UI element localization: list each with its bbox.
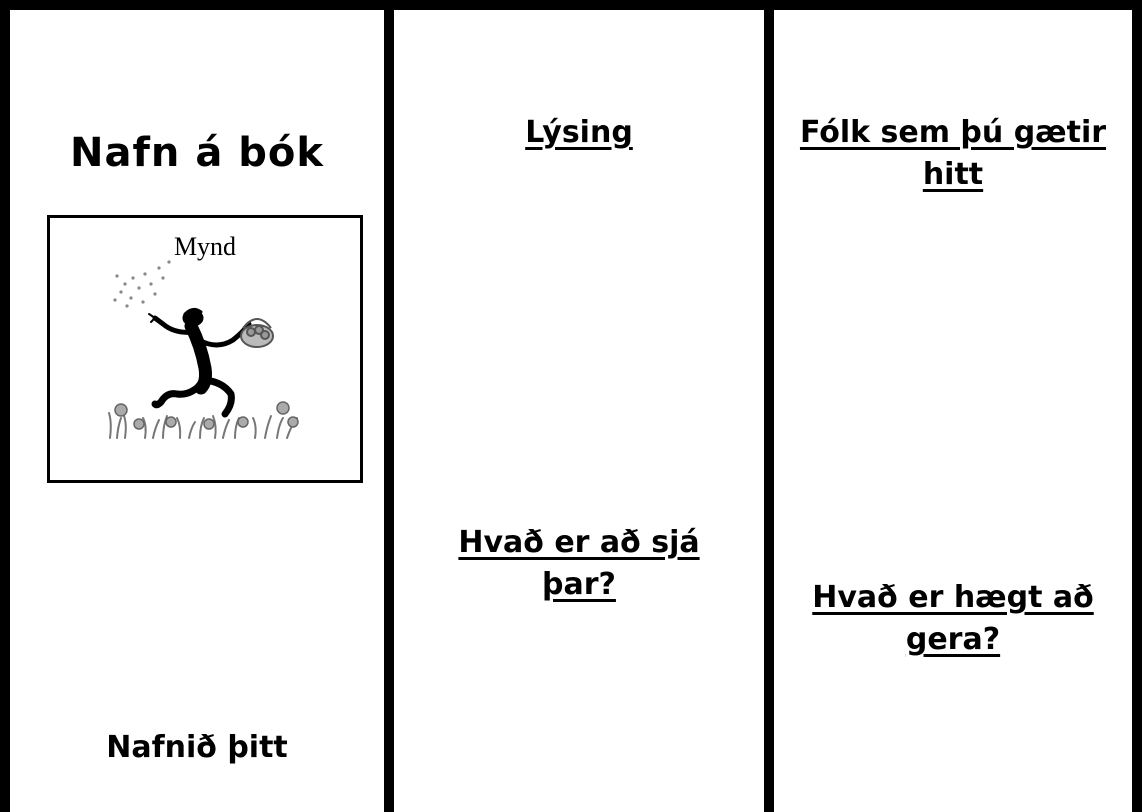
what-to-see-heading [414,522,744,606]
what-to-do-line1: Hvað er hægt að [812,580,1094,615]
people-heading-line1: Fólk sem þú gætir [799,115,1107,150]
middle-panel [394,10,764,812]
book-title: Nafn á bók [70,130,324,176]
column-divider-2 [764,0,774,812]
people-heading-line2: hitt [922,157,984,192]
what-to-see-line1: Hvað er að sjá [458,525,700,560]
your-name-label: Nafnið þitt [106,730,288,765]
picture-label: Mynd [173,232,237,261]
what-to-do-heading [784,577,1122,661]
right-panel [774,10,1132,812]
description-heading [394,112,764,154]
column-divider-1 [384,0,394,812]
running-figure-with-basket-icon [105,258,315,443]
what-to-see-line2: þar? [542,567,616,602]
description-heading-text: Lýsing [525,115,633,150]
people-heading [784,112,1122,196]
what-to-do-line2: gera? [905,622,1001,657]
picture-box [47,215,363,483]
left-panel [10,10,384,812]
